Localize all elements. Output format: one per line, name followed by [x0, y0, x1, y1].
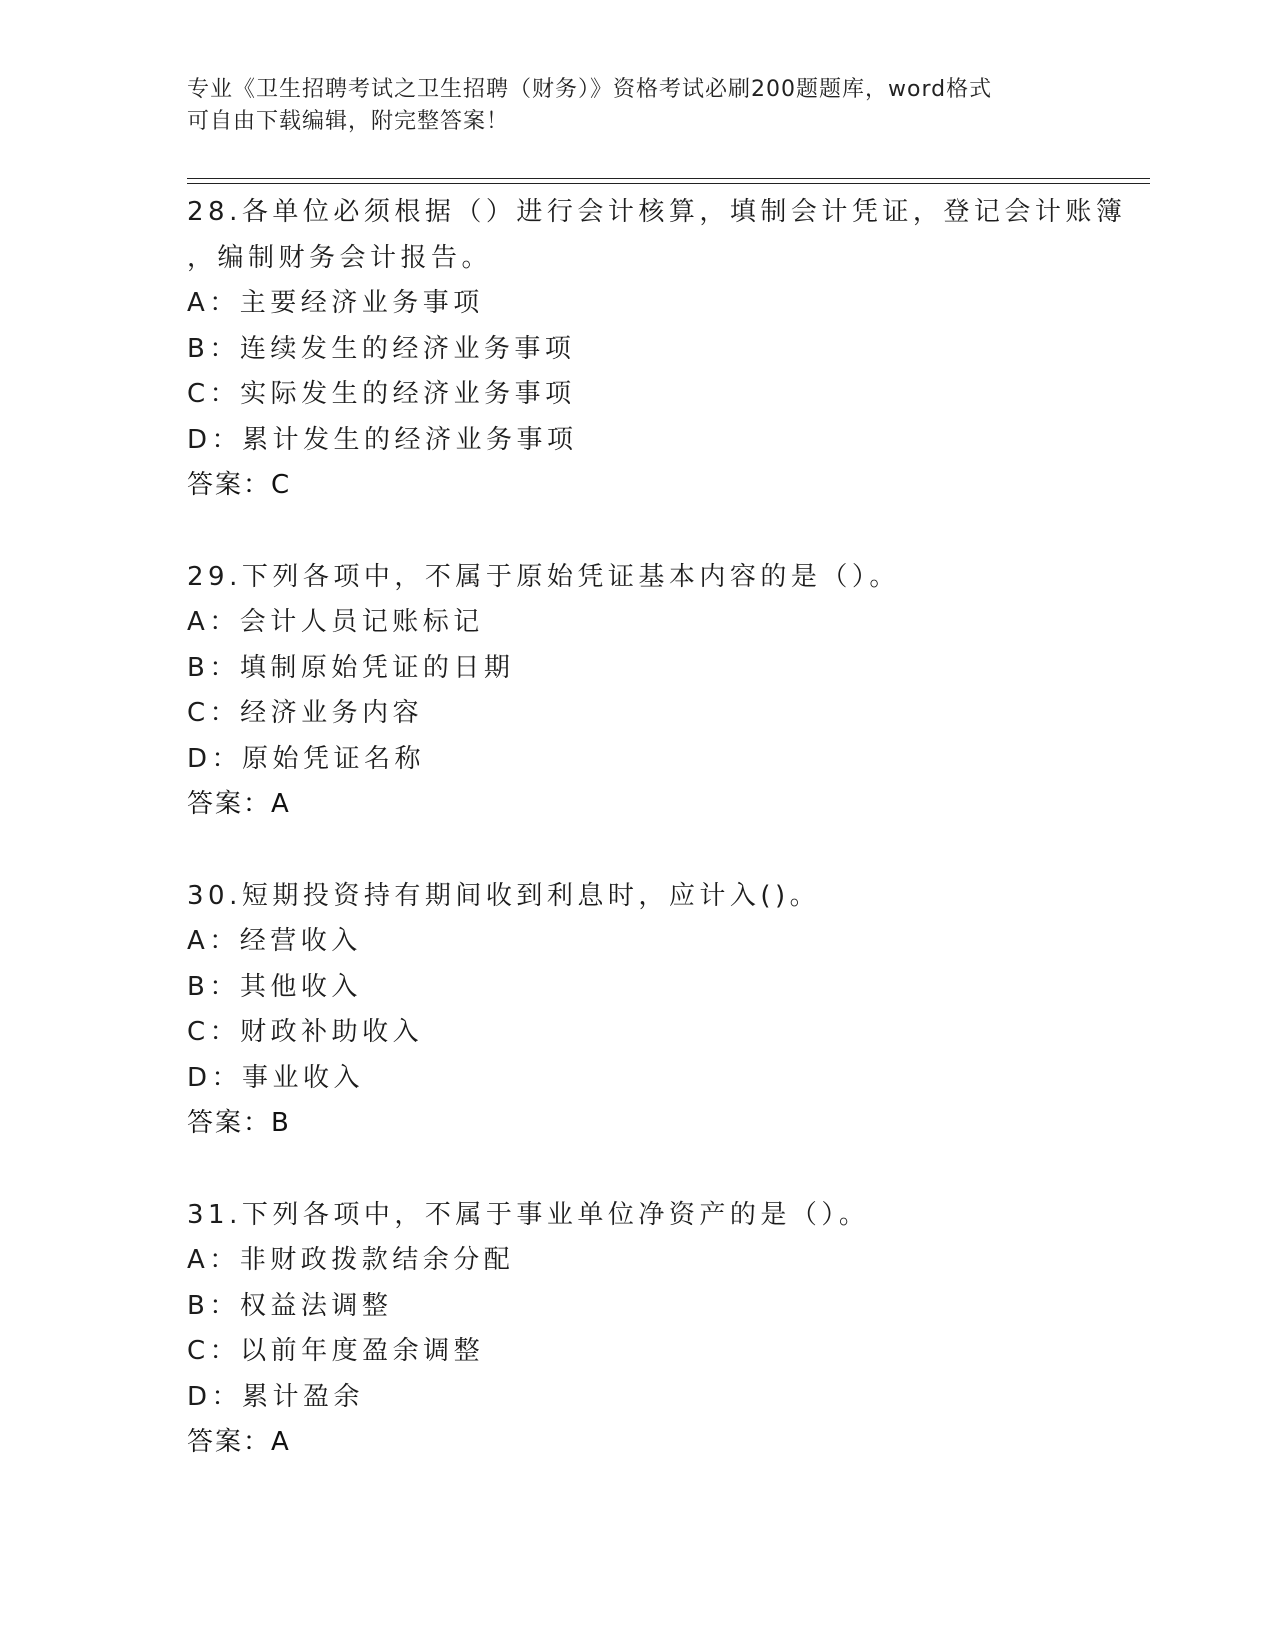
answer-value: B: [271, 1108, 290, 1138]
answer-label: 答案：: [187, 470, 272, 500]
answer-label: 答案：: [187, 1427, 272, 1457]
option-b: B：连续发生的经济业务事项: [187, 333, 576, 364]
answer-value: C: [271, 470, 291, 500]
question-31: [187, 1193, 1147, 1466]
question-stem: 28.各单位必须根据（）进行会计核算，填制会计凭证，登记会计账簿: [187, 197, 1127, 227]
answer: [187, 1101, 1147, 1147]
option-b: B：填制原始凭证的日期: [187, 652, 515, 683]
header-divider-top: [187, 178, 1150, 179]
answer: [187, 463, 1147, 509]
answer: [187, 782, 1147, 828]
option-a: A：主要经济业务事项: [187, 288, 484, 318]
header-divider-bottom: [187, 183, 1150, 184]
option-c: C：财政补助收入: [187, 1017, 424, 1047]
option-c: C：经济业务内容: [187, 698, 424, 728]
option-d: D：原始凭证名称: [187, 743, 426, 774]
answer-label: 答案：: [187, 1108, 272, 1138]
option-c: C：以前年度盈余调整: [187, 1336, 485, 1366]
option-d: D：事业收入: [187, 1062, 365, 1093]
option-a: A：会计人员记账标记: [187, 607, 484, 637]
question-stem: ，编制财务会计报告。: [187, 242, 493, 273]
header-line-2: 可自由下载编辑，附完整答案！: [187, 109, 510, 134]
option-a: A：非财政拨款结余分配: [187, 1245, 515, 1275]
option-a: A：经营收入: [187, 926, 362, 956]
question-30: [187, 874, 1147, 1147]
answer-value: A: [271, 1427, 290, 1457]
question-28: [187, 190, 1147, 509]
option-d: D：累计盈余: [187, 1381, 365, 1412]
header-line-1: 专业《卫生招聘考试之卫生招聘（财务）》资格考试必刷200题题库，word格式: [187, 77, 993, 102]
option-b: B：权益法调整: [187, 1290, 393, 1321]
question-stem: 29.下列各项中，不属于原始凭证基本内容的是（）。: [187, 561, 900, 592]
answer-label: 答案：: [187, 789, 272, 819]
answer-value: A: [271, 789, 290, 819]
document-header: [187, 74, 1087, 138]
question-stem: 31.下列各项中，不属于事业单位净资产的是（）。: [187, 1199, 870, 1230]
answer: [187, 1420, 1147, 1466]
question-list: [187, 190, 1147, 1512]
question-stem: 30.短期投资持有期间收到利息时，应计入()。: [187, 880, 821, 911]
option-b: B：其他收入: [187, 971, 362, 1002]
option-c: C：实际发生的经济业务事项: [187, 379, 576, 409]
question-29: [187, 555, 1147, 828]
option-d: D：累计发生的经济业务事项: [187, 424, 578, 455]
